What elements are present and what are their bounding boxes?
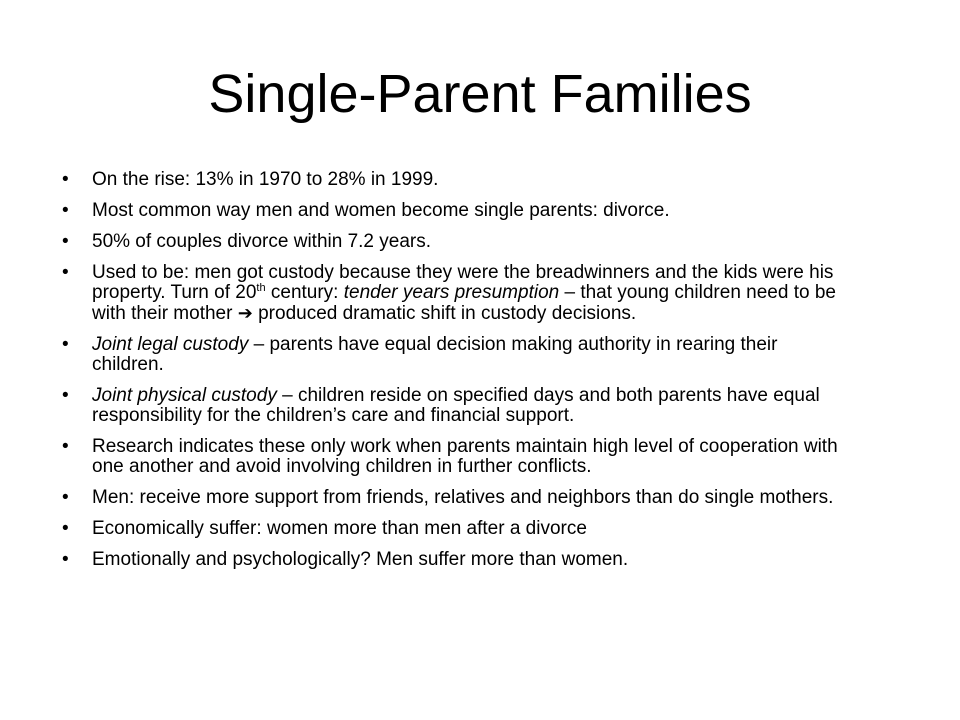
bullet-icon: • (62, 549, 69, 570)
arrow-right-icon: ➔ (237, 303, 253, 323)
bullet-icon: • (62, 518, 69, 539)
superscript-th: th (256, 282, 266, 294)
bullet-text: 50% of couples divorce within 7.2 years. (92, 231, 432, 252)
bullet-text: Used to be: men got custody because they were the breadwinners and the kids were his property. Turn of 20 (92, 262, 834, 303)
term-joint-physical-custody: Joint physical custody (92, 385, 277, 406)
bullet-text: Emotionally and psychologically? Men suffer more than women. (92, 549, 629, 570)
bullet-text: Research indicates these only work when parents maintain high level of cooperation with one another and avoid involving children in further conflicts. (92, 436, 838, 477)
bullet-icon: • (62, 231, 69, 252)
bullet-icon: • (62, 385, 69, 406)
bullet-text: Men: receive more support from friends, relatives and neighbors than do single mothers. (92, 487, 834, 508)
bullet-text: – parents have equal decision making authority in rearing their children. (92, 334, 778, 375)
bullet-item (62, 232, 852, 252)
bullet-text: century: (265, 282, 344, 303)
bullet-item (62, 386, 852, 426)
bullet-icon: • (62, 334, 69, 355)
bullet-icon: • (62, 487, 69, 508)
bullet-item (62, 263, 852, 324)
term-joint-legal-custody: Joint legal custody (92, 334, 249, 355)
bullet-text: On the rise: 13% in 1970 to 28% in 1999. (92, 169, 439, 190)
bullet-item (62, 519, 852, 539)
bullet-text: Economically suffer: women more than men after a divorce (92, 518, 587, 539)
bullet-item (62, 335, 852, 375)
bullet-icon: • (62, 200, 69, 221)
bullet-icon: • (62, 169, 69, 190)
bullet-item (62, 488, 852, 508)
bullet-icon: • (62, 436, 69, 457)
bullet-item (62, 437, 852, 477)
bullet-text: produced dramatic shift in custody decisions. (252, 303, 637, 324)
bullet-text: – children reside on specified days and both parents have equal responsibility for the children’s care and financial support. (92, 385, 820, 426)
term-tender-years: tender years presumption (343, 282, 560, 303)
bullet-list (62, 170, 852, 581)
bullet-item (62, 170, 852, 190)
bullet-item (62, 201, 852, 221)
bullet-text: – that young children need to be with their mother (92, 282, 836, 324)
bullet-item (62, 550, 852, 570)
slide-title: Single-Parent Families (208, 64, 752, 124)
bullet-text: Most common way men and women become single parents: divorce. (92, 200, 670, 221)
bullet-icon: • (62, 262, 69, 283)
